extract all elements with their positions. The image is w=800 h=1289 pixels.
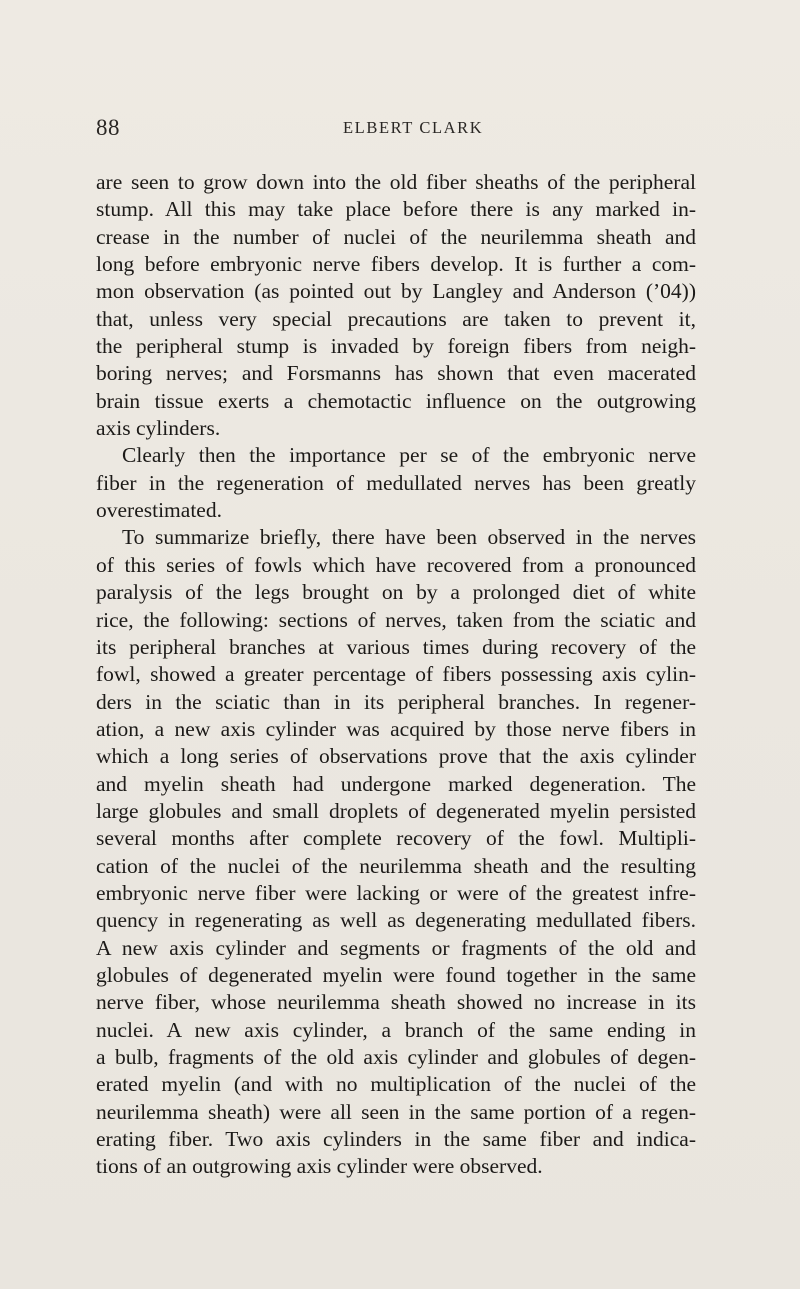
text-line: rice, the following: sections of nerves, taken from the sciatic and [96, 607, 696, 632]
text-line: axis cylinders. [96, 416, 221, 441]
running-head [96, 115, 688, 145]
text-line: nerve fiber, whose neurilemma sheath showed no increase in its [96, 990, 696, 1015]
text-line: boring nerves; and Forsmanns has shown that even macerated [96, 361, 696, 386]
text-line: long before embryonic nerve fibers develop. It is further a com- [96, 252, 696, 277]
text-line: fowl, showed a greater percentage of fibers possessing axis cylin- [96, 662, 696, 687]
text-line: A new axis cylinder and segments or fragments of the old and [96, 935, 696, 960]
text-line: large globules and small droplets of degenerated myelin persisted [96, 798, 696, 823]
text-line: erating fiber. Two axis cylinders in the same fiber and indica- [96, 1127, 696, 1152]
text-line: fiber in the regeneration of medullated nerves has been greatly [96, 470, 696, 495]
text-line: are seen to grow down into the old fiber sheaths of the peripheral [96, 170, 696, 194]
text-line: Clearly then the importance per se of the embryonic nerve [122, 443, 696, 468]
text-line: crease in the number of nuclei of the neurilemma sheath and [96, 224, 696, 249]
text-line: cation of the nuclei of the neurilemma sheath and the resulting [96, 853, 696, 878]
page-number: 88 [96, 115, 120, 140]
text-line: mon observation (as pointed out by Langley and Anderson (’04)) [96, 279, 696, 304]
text-line: that, unless very special precautions are taken to prevent it, [96, 306, 696, 331]
header-title: ELBERT CLARK [343, 118, 484, 137]
text-line: nuclei. A new axis cylinder, a branch of the same ending in [96, 1017, 696, 1042]
text-line: embryonic nerve fiber were lacking or were of the greatest infre- [96, 880, 696, 905]
text-line: and myelin sheath had undergone marked degeneration. The [96, 771, 696, 796]
text-line: ders in the sciatic than in its peripheral branches. In regener- [96, 689, 696, 714]
text-line: a bulb, fragments of the old axis cylinder and globules of degen- [96, 1045, 696, 1069]
text-line: paralysis of the legs brought on by a prolonged diet of white [96, 580, 696, 605]
text-line: the peripheral stump is invaded by foreign fibers from neigh- [96, 334, 696, 359]
text-line: which a long series of observations prove that the axis cylinder [96, 744, 696, 769]
text-line: stump. All this may take place before there is any marked in- [96, 197, 696, 222]
text-line: several months after complete recovery of the fowl. Multipli- [96, 826, 696, 851]
text-line: ation, a new axis cylinder was acquired by those nerve fibers in [96, 716, 696, 741]
text-line: neurilemma sheath) were all seen in the same portion of a regen- [96, 1099, 696, 1124]
text-line: To summarize briefly, there have been observed in the nerves [122, 525, 696, 550]
text-line: quency in regenerating as well as degenerating medullated fibers. [96, 908, 696, 933]
text-line: globules of degenerated myelin were found together in the same [96, 962, 696, 987]
text-line: tions of an outgrowing axis cylinder were observed. [96, 1154, 543, 1179]
text-line: erated myelin (and with no multiplication of the nuclei of the [96, 1072, 696, 1097]
text-line: overestimated. [96, 498, 222, 523]
text-line: its peripheral branches at various times during recovery of the [96, 634, 696, 659]
text-line: of this series of fowls which have recovered from a pronounced [96, 552, 696, 577]
text-line: brain tissue exerts a chemotactic influence on the outgrowing [96, 388, 696, 413]
body-text [96, 169, 696, 1181]
